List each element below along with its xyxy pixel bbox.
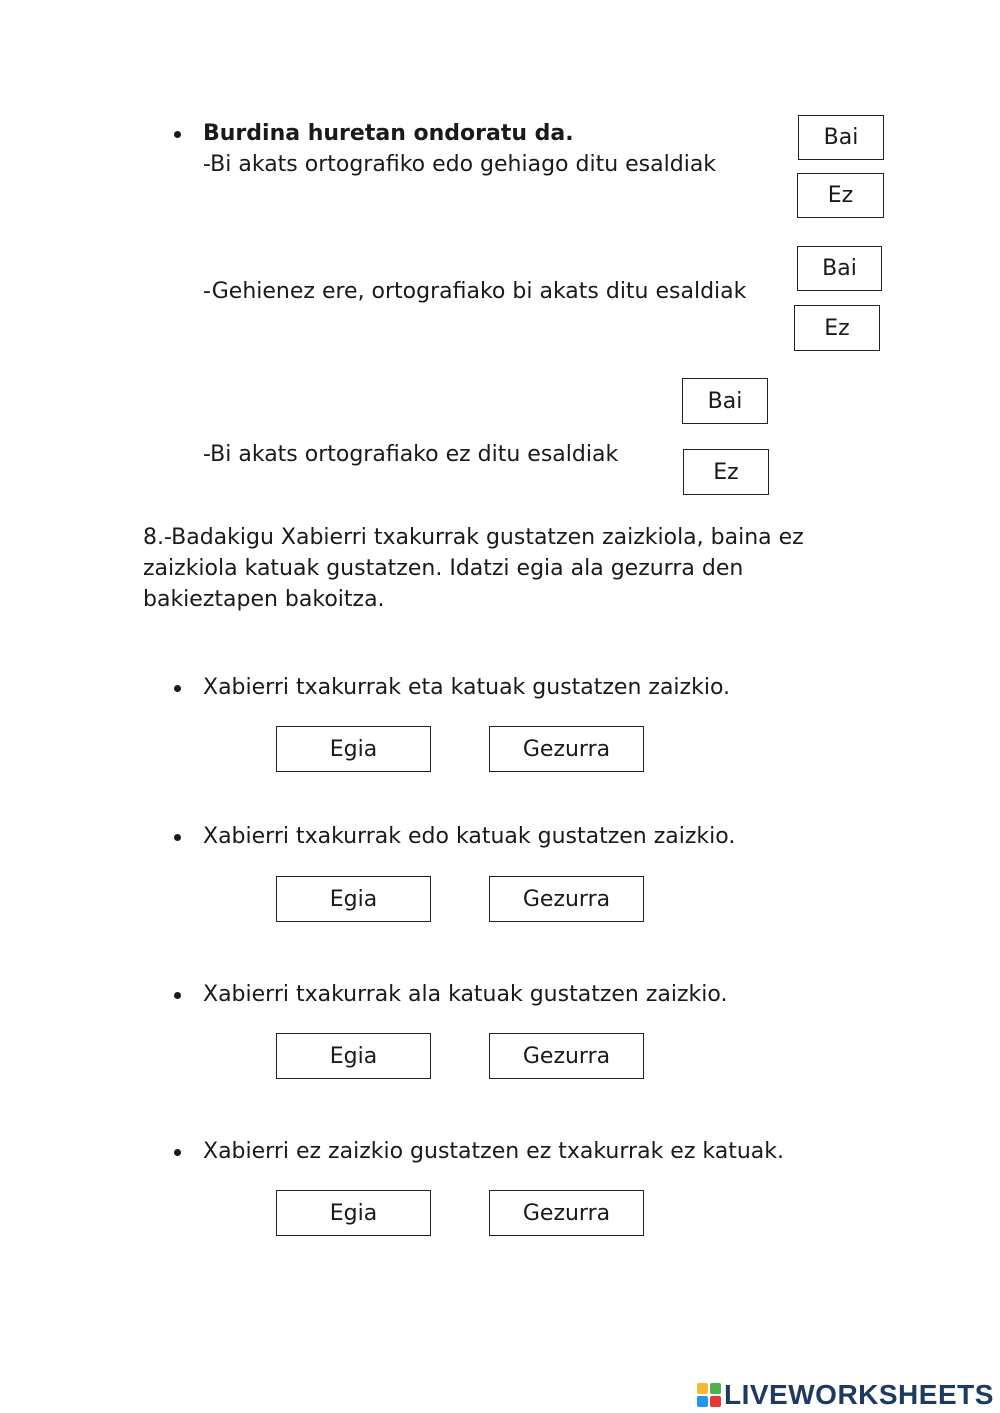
egia-button-4[interactable]: Egia [276, 1190, 431, 1236]
ez-button-1[interactable]: Ez [797, 173, 884, 218]
logo-text: LIVEWORKSHEETS [724, 1379, 994, 1410]
bullet-dot [174, 1149, 181, 1156]
logo-squares-icon [697, 1383, 721, 1407]
option-label-3: -Bi akats ortografiako ez ditu esaldiak [203, 442, 619, 467]
egia-button-3[interactable]: Egia [276, 1033, 431, 1079]
item-statement-2: Xabierri txakurrak edo katuak gustatzen zaizkio. [203, 824, 736, 849]
item-statement-4: Xabierri ez zaizkio gustatzen ez txakurrak ez katuak. [203, 1139, 784, 1164]
option-label-1: -Bi akats ortografiko edo gehiago ditu esaldiak [203, 152, 717, 177]
ez-button-2[interactable]: Ez [794, 305, 880, 351]
gezurra-button-2[interactable]: Gezurra [489, 876, 644, 922]
bai-button-1[interactable]: Bai [798, 115, 884, 160]
bullet-dot [174, 992, 181, 999]
bai-button-3[interactable]: Bai [682, 378, 768, 424]
liveworksheets-logo [697, 1378, 994, 1412]
instruction-paragraph: 8.-Badakigu Xabierri txakurrak gustatzen zaizkiola, baina ez zaizkiola katuak gustatzen. Idatzi egia ala gezurra den bakieztapen bakoitza. [143, 525, 804, 612]
option-label-2: -Gehienez ere, ortografiako bi akats ditu esaldiak [203, 279, 747, 304]
gezurra-button-3[interactable]: Gezurra [489, 1033, 644, 1079]
gezurra-button-4[interactable]: Gezurra [489, 1190, 644, 1236]
egia-button-1[interactable]: Egia [276, 726, 431, 772]
gezurra-button-1[interactable]: Gezurra [489, 726, 644, 772]
bai-button-2[interactable]: Bai [797, 246, 882, 291]
statement-title: Burdina huretan ondoratu da. [203, 121, 574, 146]
bullet-dot [174, 685, 181, 692]
egia-button-2[interactable]: Egia [276, 876, 431, 922]
item-statement-1: Xabierri txakurrak eta katuak gustatzen zaizkio. [203, 675, 731, 700]
item-statement-3: Xabierri txakurrak ala katuak gustatzen zaizkio. [203, 982, 728, 1007]
ez-button-3[interactable]: Ez [683, 449, 769, 495]
bullet-dot [174, 131, 181, 138]
bullet-dot [174, 834, 181, 841]
